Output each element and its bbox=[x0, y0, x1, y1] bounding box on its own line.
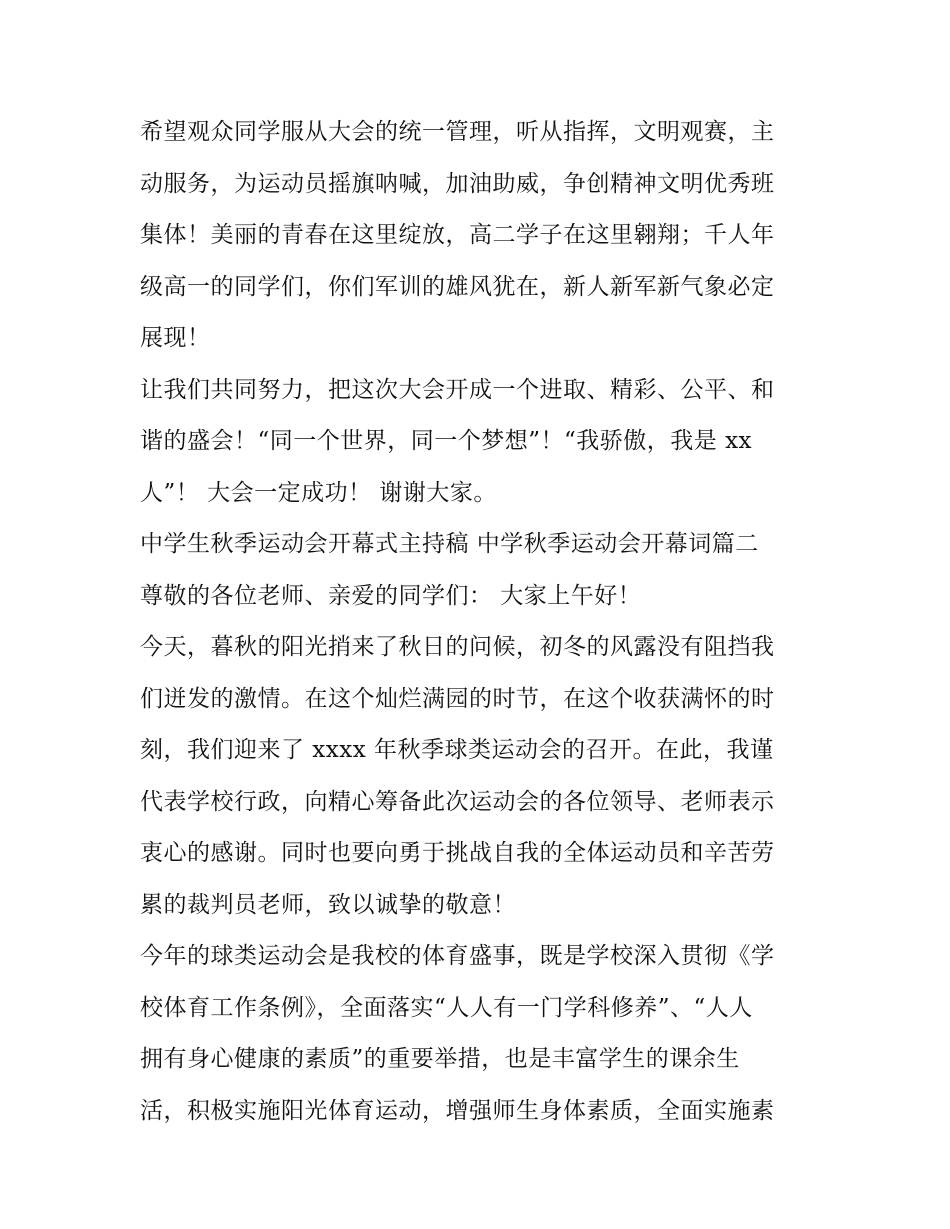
text-line: 活，积极实施阳光体育运动，增强师生身体素质，全面实施素 bbox=[140, 1097, 775, 1124]
document-body bbox=[140, 107, 820, 1137]
salutation-line: 尊敬的各位老师、亲爱的同学们： 大家上午好！ bbox=[140, 582, 642, 609]
text-line: 校体育工作条例》，全面落实“人人有一门学科修养”、“人人 bbox=[140, 994, 753, 1021]
text-line: 拥有身心健康的素质”的重要举措，也是丰富学生的课余生 bbox=[140, 1046, 740, 1072]
text-line: 让我们共同努力，把这次大会开成一个进取、精彩、公平、和 bbox=[140, 376, 775, 403]
text-line: 衷心的感谢。同时也要向勇于挑战自我的全体运动员和辛苦劳 bbox=[140, 840, 775, 866]
text-line: 今天，暮秋的阳光捎来了秋日的问候，初冬的风露没有阻挡我 bbox=[140, 634, 775, 660]
text-line: 谐的盛会！“同一个世界，同一个梦想”！“我骄傲，我是 xx bbox=[140, 428, 753, 454]
text-line: 累的裁判员老师，致以诚挚的敬意！ bbox=[140, 891, 516, 918]
text-line: 级高一的同学们，你们军训的雄风犹在，新人新军新气象必定 bbox=[140, 273, 775, 300]
text-line: 集体！美丽的青春在这里绽放，高二学子在这里翱翔；千人年 bbox=[140, 222, 775, 248]
text-line: 刻，我们迎来了 xxxx 年秋季球类运动会的召开。在此，我谨 bbox=[140, 737, 774, 763]
text-line: 们迸发的激情。在这个灿烂满园的时节，在这个收获满怀的时 bbox=[140, 685, 775, 712]
text-line: 今年的球类运动会是我校的体育盛事，既是学校深入贯彻《学 bbox=[140, 943, 775, 969]
section-heading-line: 中学生秋季运动会开幕式主持稿 中学秋季运动会开幕词篇二 bbox=[140, 531, 759, 557]
text-line: 希望观众同学服从大会的统一管理，听从指挥，文明观赛，主 bbox=[140, 119, 775, 145]
text-line: 人”！ 大会一定成功！ 谢谢大家。 bbox=[140, 479, 497, 506]
text-line: 动服务，为运动员摇旗呐喊，加油助威，争创精神文明优秀班 bbox=[140, 170, 775, 197]
text-line: 展现！ bbox=[140, 325, 211, 351]
text-line: 代表学校行政，向精心筹备此次运动会的各位领导、老师表示 bbox=[140, 788, 775, 815]
